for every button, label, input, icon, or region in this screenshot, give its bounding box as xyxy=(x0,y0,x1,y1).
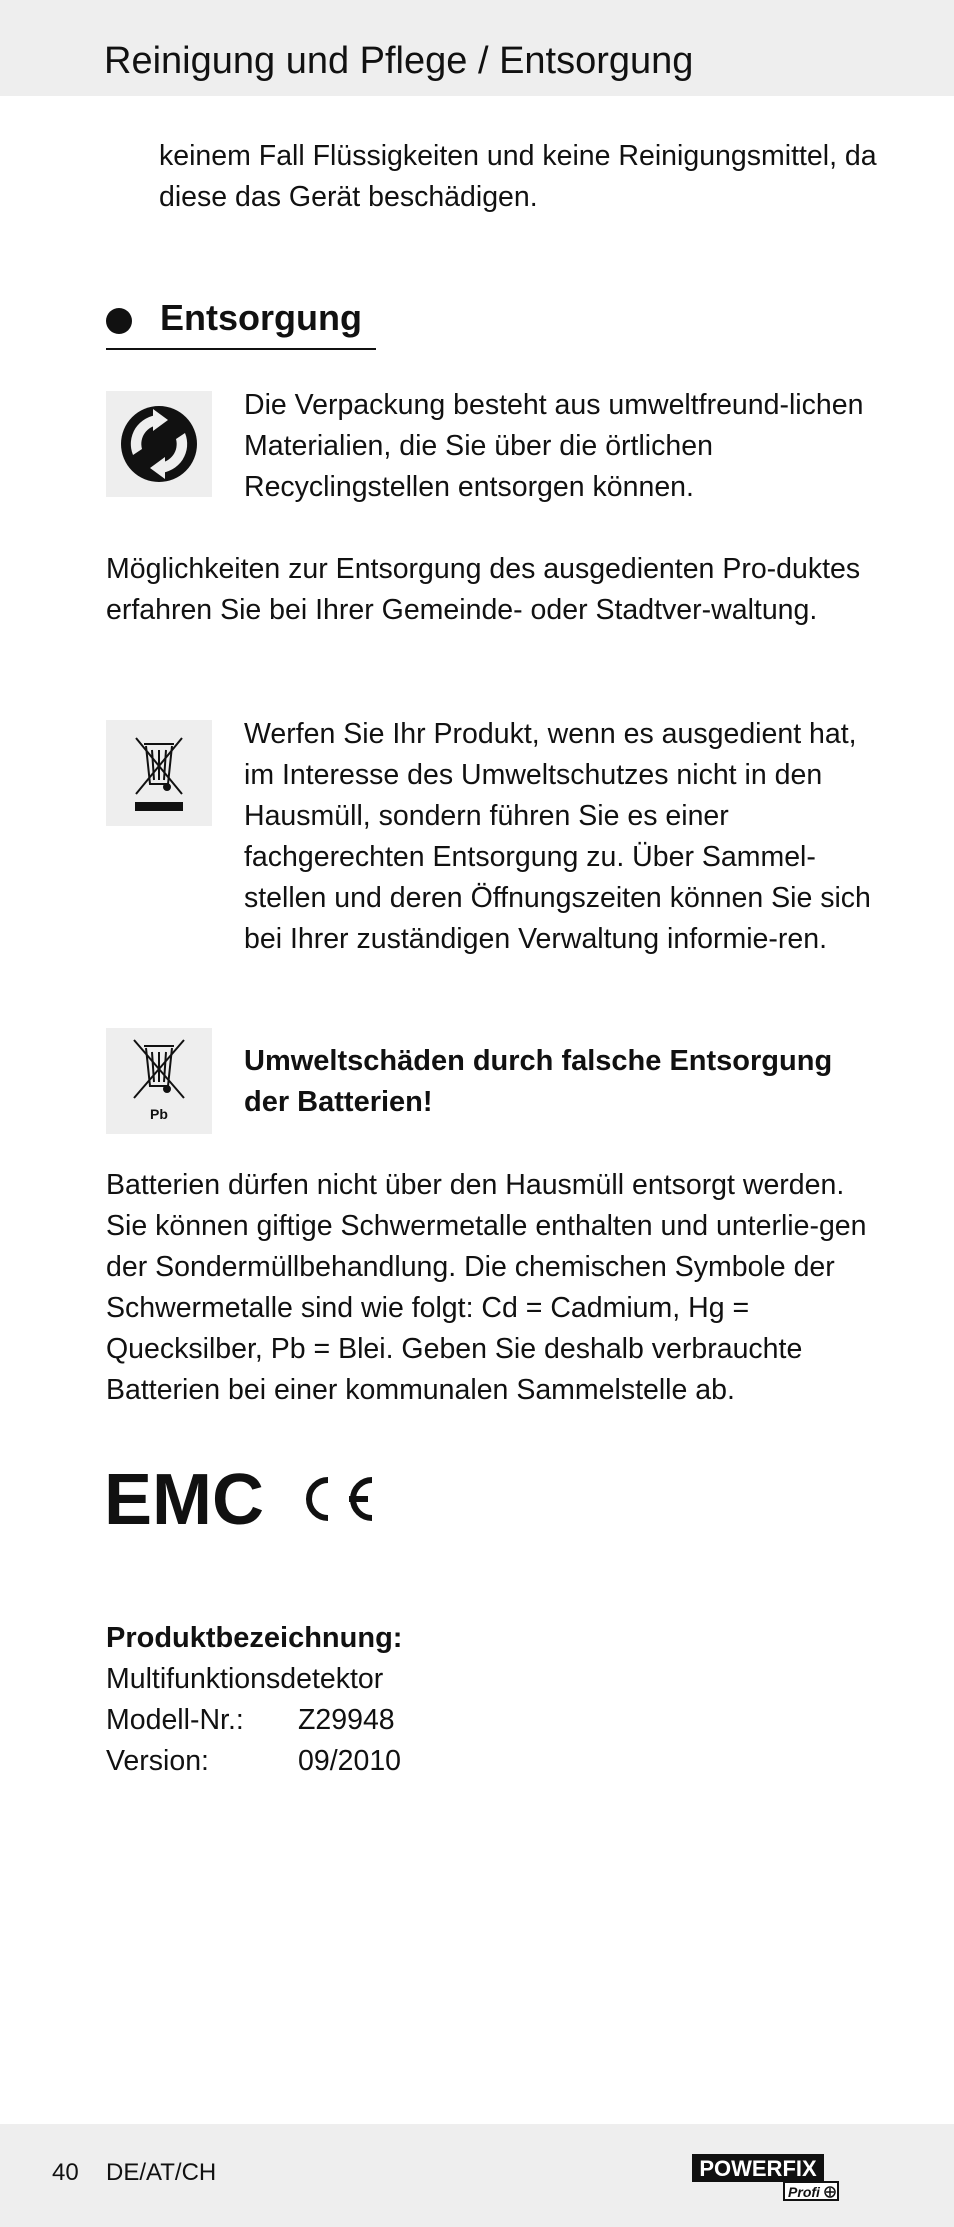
powerfix-logo xyxy=(690,2152,850,2202)
green-dot-recycling-icon xyxy=(106,391,212,497)
section-heading xyxy=(106,296,376,350)
bullet-icon xyxy=(106,308,132,334)
compliance-marks xyxy=(104,1466,384,1532)
version-value: 09/2010 xyxy=(298,1745,402,1777)
packaging-text: Die Verpackung besteht aus umweltfreund-lichen Materialien, die Sie über die örtlichen Recyclingstellen entsorgen können. xyxy=(244,389,864,503)
product-info xyxy=(106,1618,706,1782)
weee-text: Werfen Sie Ihr Produkt, wenn es ausgedient hat, im Interesse des Umweltschutzes nicht in den Hausmüll, sondern führen Sie es einer fachgerechten Entsorgung zu. Über Sammel-stellen und deren Öffnungszeiten können Sie sich bei Ihrer zuständigen Verwaltung informie-ren. xyxy=(244,718,871,955)
section-heading-text: Entsorgung xyxy=(160,297,362,338)
page-number: 40 xyxy=(52,2159,79,2186)
battery-text: Batterien dürfen nicht über den Hausmüll entsorgt werden. Sie können giftige Schwermetalle enthalten und unterlie-gen der Sondermüllbehandlung. Die chemischen Symbole der Schwermetalle sind wie folgt: Cd = Cadmium, Hg = Quecksilber, Pb = Blei. Geben Sie deshalb verbrauchte Batterien bei einer kommunalen Sammelstelle ab. xyxy=(106,1169,867,1406)
model-key: Modell-Nr.: xyxy=(106,1704,244,1736)
svg-text:Pb: Pb xyxy=(150,1106,168,1122)
emc-mark: EMC xyxy=(104,1466,264,1532)
version-row xyxy=(106,1741,706,1782)
battery-warning: Umweltschäden durch falsche Entsorgung der Batterien! xyxy=(244,1045,833,1118)
svg-text:Profi: Profi xyxy=(788,2184,820,2200)
crossed-out-bin-battery-icon xyxy=(106,1028,212,1134)
page-header xyxy=(0,0,954,96)
version-key: Version: xyxy=(106,1745,209,1777)
product-name: Multifunktionsdetektor xyxy=(106,1663,384,1695)
crossed-out-wheelie-bin-icon xyxy=(106,720,212,826)
product-label: Produktbezeichnung: xyxy=(106,1622,403,1654)
ce-mark-icon xyxy=(309,1480,372,1518)
page-footer xyxy=(0,2124,954,2227)
model-row xyxy=(106,1700,706,1741)
model-value: Z29948 xyxy=(298,1704,395,1736)
disposal-options-text: Möglichkeiten zur Entsorgung des ausgedienten Pro-duktes erfahren Sie bei Ihrer Gemeinde- oder Stadtver-waltung. xyxy=(106,553,861,626)
region-label: DE/AT/CH xyxy=(106,2159,217,2186)
svg-text:POWERFIX: POWERFIX xyxy=(699,2156,817,2181)
intro-paragraph: keinem Fall Flüssigkeiten und keine Reinigungsmittel, da diese das Gerät beschädigen. xyxy=(159,140,877,213)
page-title: Reinigung und Pflege / Entsorgung xyxy=(104,40,694,82)
